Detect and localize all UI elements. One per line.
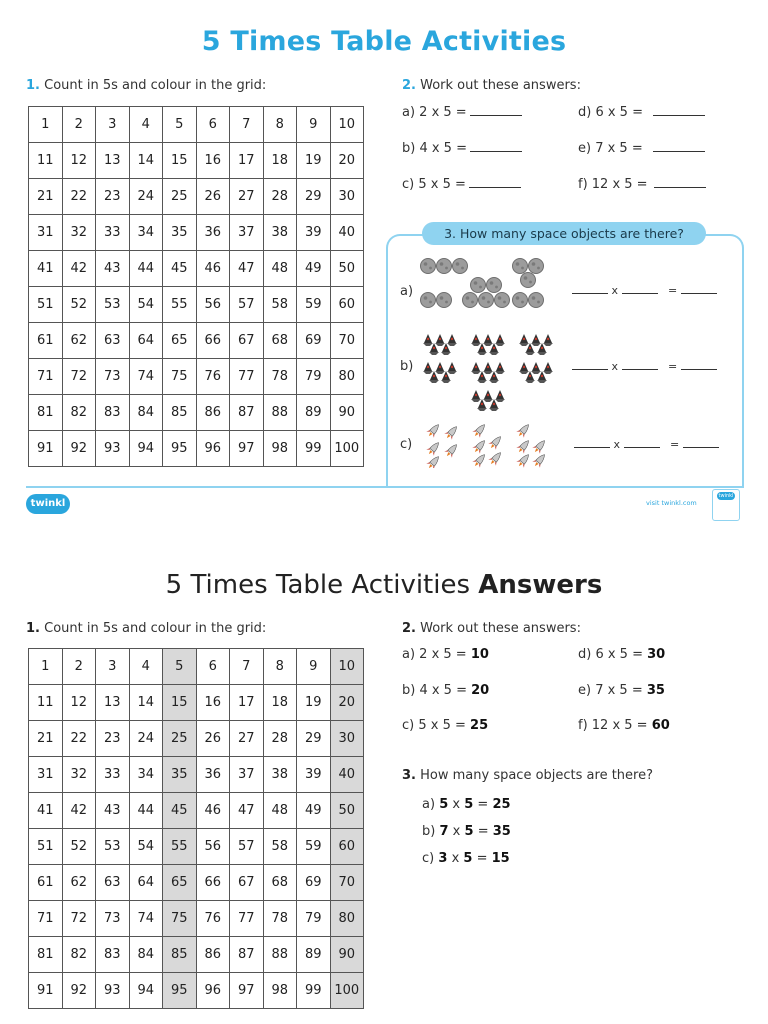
rocket-icon [425,421,460,468]
grid-cell[interactable]: 43 [96,251,130,287]
grid-cell[interactable]: 41 [29,251,63,287]
rocket-ship-icon [471,362,505,383]
q2-text: Work out these answers: [420,78,581,93]
grid-cell[interactable]: 25 [163,179,197,215]
q2-heading [402,78,581,93]
q1-heading [26,78,266,93]
grid-cell: 90 [330,937,364,973]
grid-cell: 35 [163,757,197,793]
grid-cell[interactable]: 80 [330,359,364,395]
grid-row [29,143,364,179]
grid-row [29,215,364,251]
grid-cell[interactable]: 86 [196,395,230,431]
grid-cell: 44 [129,793,163,829]
rocket-ship-icon [471,334,505,355]
q3-row-c-label: c) [400,437,413,452]
quality-badge-icon: twinkl [712,489,740,521]
q2-number: 2. [402,78,416,93]
grid-cell[interactable]: 36 [196,215,230,251]
grid-cell: 9 [297,649,331,685]
grid-cell: 29 [297,721,331,757]
grid-cell[interactable]: 100 [330,431,364,467]
grid-cell: 61 [29,865,63,901]
grid-cell: 19 [297,685,331,721]
grid-cell: 12 [62,685,96,721]
q2-item-d: d) 6 x 5 = [578,104,705,120]
grid-cell[interactable]: 89 [297,395,331,431]
answer-blank[interactable] [574,438,610,448]
grid-cell: 57 [230,829,264,865]
grid-cell: 37 [230,757,264,793]
answer-f: f) 12 x 5 = 60 [578,718,670,733]
grid-cell: 1 [29,649,63,685]
grid-cell: 95 [163,973,197,1009]
grid-cell: 86 [196,937,230,973]
grid-cell: 65 [163,865,197,901]
answers-title: 5 Times Table Activities Answers [165,570,603,600]
grid-cell: 17 [230,685,264,721]
q3-title: 3. How many space objects are there? [422,222,706,245]
grid-cell: 53 [96,829,130,865]
grid-row [29,179,364,215]
grid-cell: 48 [263,793,297,829]
asteroid-icon [421,259,468,308]
grid-cell[interactable]: 24 [129,179,163,215]
grid-cell[interactable]: 84 [129,395,163,431]
answer-blank[interactable] [572,284,608,294]
grid-cell[interactable]: 62 [62,323,96,359]
grid-row [29,251,364,287]
grid-cell: 64 [129,865,163,901]
grid-cell: 47 [230,793,264,829]
grid-cell[interactable]: 56 [196,287,230,323]
grid-cell[interactable]: 58 [263,287,297,323]
grid-cell[interactable]: 28 [263,179,297,215]
grid-cell: 100 [330,973,364,1009]
footer-divider [26,486,742,488]
grid-cell: 21 [29,721,63,757]
grid-row [29,685,364,721]
answer-blank[interactable] [653,140,705,152]
grid-cell[interactable]: 14 [129,143,163,179]
q1-text: Count in 5s and colour in the grid: [44,78,267,93]
grid-cell[interactable]: 66 [196,323,230,359]
grid-cell: 87 [230,937,264,973]
answer-blank[interactable] [654,176,706,188]
grid-row [29,287,364,323]
grid-cell[interactable]: 39 [297,215,331,251]
answer-blank[interactable] [681,284,717,294]
grid-cell: 70 [330,865,364,901]
grid-cell: 82 [62,937,96,973]
grid-cell[interactable]: 8 [263,107,297,143]
answer-blank[interactable] [681,360,717,370]
grid-cell: 78 [263,901,297,937]
grid-cell: 98 [263,973,297,1009]
asteroid-icon [513,259,544,308]
grid-cell[interactable]: 55 [163,287,197,323]
grid-cell: 84 [129,937,163,973]
q3-row-b-equation: x = [572,360,717,373]
grid-row [29,757,364,793]
answer-blank[interactable] [470,104,522,116]
grid-cell: 22 [62,721,96,757]
answer-blank[interactable] [683,438,719,448]
grid-cell[interactable]: 22 [62,179,96,215]
rocket-icon [515,421,548,468]
grid-cell: 56 [196,829,230,865]
sheet-title: 5 Times Table Activities [201,26,567,57]
grid-cell[interactable]: 60 [330,287,364,323]
grid-cell[interactable]: 75 [163,359,197,395]
grid-cell: 67 [230,865,264,901]
grid-cell: 83 [96,937,130,973]
grid-cell[interactable]: 27 [230,179,264,215]
grid-cell: 58 [263,829,297,865]
grid-cell: 16 [196,685,230,721]
grid-cell[interactable]: 97 [230,431,264,467]
grid-cell[interactable]: 94 [129,431,163,467]
grid-row [29,649,364,685]
grid-cell: 31 [29,757,63,793]
grid-cell[interactable]: 23 [96,179,130,215]
grid-cell[interactable]: 85 [163,395,197,431]
grid-cell: 32 [62,757,96,793]
grid-cell: 42 [62,793,96,829]
grid-cell[interactable]: 15 [163,143,197,179]
grid-cell[interactable]: 16 [196,143,230,179]
grid-cell[interactable]: 31 [29,215,63,251]
grid-row [29,901,364,937]
grid-cell: 60 [330,829,364,865]
grid-cell[interactable]: 5 [163,107,197,143]
grid-cell[interactable]: 11 [29,143,63,179]
grid-cell[interactable]: 72 [62,359,96,395]
grid-cell: 13 [96,685,130,721]
grid-cell: 96 [196,973,230,1009]
grid-cell: 45 [163,793,197,829]
grid-cell: 26 [196,721,230,757]
grid-cell[interactable]: 38 [263,215,297,251]
grid-cell: 15 [163,685,197,721]
grid-cell: 89 [297,937,331,973]
grid-cell[interactable]: 88 [263,395,297,431]
grid-cell: 54 [129,829,163,865]
grid-cell: 68 [263,865,297,901]
asteroid-group-row [418,256,564,312]
grid-cell: 91 [29,973,63,1009]
grid-cell: 88 [263,937,297,973]
grid-cell: 41 [29,793,63,829]
grid-cell: 94 [129,973,163,1009]
grid-cell[interactable]: 90 [330,395,364,431]
grid-row [29,395,364,431]
grid-cell: 93 [96,973,130,1009]
grid-cell[interactable]: 49 [297,251,331,287]
grid-cell: 20 [330,685,364,721]
answer-q3-a: a) 5 x 5 = 25 [422,797,511,812]
answer-d: d) 6 x 5 = 30 [578,647,666,662]
grid-cell: 46 [196,793,230,829]
grid-cell[interactable]: 30 [330,179,364,215]
grid-cell[interactable]: 63 [96,323,130,359]
grid-row [29,359,364,395]
answers-hundred-square-grid [28,648,364,1009]
grid-cell[interactable]: 1 [29,107,63,143]
grid-cell[interactable]: 33 [96,215,130,251]
grid-cell[interactable]: 98 [263,431,297,467]
grid-cell[interactable]: 17 [230,143,264,179]
grid-cell: 99 [297,973,331,1009]
answers-q1-heading: 1. Count in 5s and colour in the grid: [26,621,267,636]
grid-cell[interactable]: 45 [163,251,197,287]
grid-cell[interactable]: 92 [62,431,96,467]
q2-item-a: a) 2 x 5 = [402,104,522,120]
grid-cell: 63 [96,865,130,901]
answer-a: a) 2 x 5 = 10 [402,647,489,662]
grid-cell: 2 [62,649,96,685]
grid-cell: 3 [96,649,130,685]
grid-cell[interactable]: 70 [330,323,364,359]
grid-cell: 59 [297,829,331,865]
grid-cell[interactable]: 67 [230,323,264,359]
grid-cell[interactable]: 7 [230,107,264,143]
grid-cell[interactable]: 10 [330,107,364,143]
answer-c: c) 5 x 5 = 25 [402,718,489,733]
answer-b: b) 4 x 5 = 20 [402,683,490,698]
grid-cell[interactable]: 87 [230,395,264,431]
grid-cell[interactable]: 71 [29,359,63,395]
answer-q3-b: b) 7 x 5 = 35 [422,824,511,839]
grid-cell[interactable]: 4 [129,107,163,143]
grid-cell: 73 [96,901,130,937]
grid-cell: 38 [263,757,297,793]
grid-cell[interactable]: 77 [230,359,264,395]
grid-cell[interactable]: 32 [62,215,96,251]
grid-cell[interactable]: 64 [129,323,163,359]
q3-row-a-equation: x = [572,284,717,297]
rocket-ship-icon [519,362,553,383]
grid-cell[interactable]: 40 [330,215,364,251]
grid-cell[interactable]: 78 [263,359,297,395]
q2-item-f: f) 12 x 5 = [578,176,706,192]
grid-cell[interactable]: 20 [330,143,364,179]
rocket-icon [471,421,504,468]
grid-cell: 81 [29,937,63,973]
q3-row-c-equation: x = [574,438,719,451]
grid-cell[interactable]: 61 [29,323,63,359]
grid-cell: 72 [62,901,96,937]
grid-cell: 18 [263,685,297,721]
grid-cell[interactable]: 65 [163,323,197,359]
grid-cell[interactable]: 79 [297,359,331,395]
grid-cell[interactable]: 29 [297,179,331,215]
grid-cell[interactable]: 26 [196,179,230,215]
q3-row-b-label: b) [400,359,414,374]
grid-cell[interactable]: 13 [96,143,130,179]
grid-cell: 7 [230,649,264,685]
grid-cell: 69 [297,865,331,901]
grid-cell: 85 [163,937,197,973]
grid-cell[interactable]: 21 [29,179,63,215]
grid-cell[interactable]: 37 [230,215,264,251]
grid-cell[interactable]: 81 [29,395,63,431]
grid-cell: 40 [330,757,364,793]
grid-cell[interactable]: 73 [96,359,130,395]
answer-blank[interactable] [653,104,705,116]
grid-cell: 77 [230,901,264,937]
grid-cell[interactable]: 74 [129,359,163,395]
grid-cell[interactable]: 18 [263,143,297,179]
grid-cell[interactable]: 42 [62,251,96,287]
answer-e: e) 7 x 5 = 35 [578,683,665,698]
grid-cell: 5 [163,649,197,685]
grid-cell: 71 [29,901,63,937]
grid-cell: 74 [129,901,163,937]
grid-cell[interactable]: 51 [29,287,63,323]
grid-cell[interactable]: 82 [62,395,96,431]
grid-cell: 28 [263,721,297,757]
grid-cell[interactable]: 47 [230,251,264,287]
grid-cell[interactable]: 34 [129,215,163,251]
grid-cell[interactable]: 76 [196,359,230,395]
grid-row [29,107,364,143]
grid-cell[interactable]: 57 [230,287,264,323]
grid-cell: 76 [196,901,230,937]
grid-cell: 23 [96,721,130,757]
grid-cell[interactable]: 53 [96,287,130,323]
grid-cell: 55 [163,829,197,865]
grid-cell[interactable]: 59 [297,287,331,323]
grid-cell[interactable]: 44 [129,251,163,287]
grid-row [29,793,364,829]
grid-cell[interactable]: 96 [196,431,230,467]
grid-cell: 6 [196,649,230,685]
answers-q3-heading: 3. How many space objects are there? [402,768,653,783]
grid-cell: 66 [196,865,230,901]
answer-blank[interactable] [470,140,522,152]
answer-blank[interactable] [572,360,608,370]
grid-cell: 43 [96,793,130,829]
grid-row [29,829,364,865]
grid-cell[interactable]: 35 [163,215,197,251]
grid-cell[interactable]: 54 [129,287,163,323]
grid-cell: 24 [129,721,163,757]
grid-cell[interactable]: 12 [62,143,96,179]
rocket-ship-icon [519,334,553,355]
spaceship-group-row [420,332,570,412]
grid-cell[interactable]: 48 [263,251,297,287]
grid-cell: 97 [230,973,264,1009]
grid-cell: 62 [62,865,96,901]
grid-cell: 80 [330,901,364,937]
grid-cell: 34 [129,757,163,793]
q3-row-a-label: a) [400,284,414,299]
rocket-group-row [424,420,554,468]
rocket-ship-icon [423,362,457,383]
grid-cell: 49 [297,793,331,829]
grid-row [29,937,364,973]
grid-row [29,973,364,1009]
rocket-ship-icon [471,390,505,411]
grid-cell[interactable]: 9 [297,107,331,143]
rocket-ship-icon [423,334,457,355]
q2-item-b: b) 4 x 5 = [402,140,522,156]
grid-cell[interactable]: 50 [330,251,364,287]
grid-cell[interactable]: 99 [297,431,331,467]
asteroid-icon [463,278,510,308]
grid-cell[interactable]: 6 [196,107,230,143]
grid-cell: 8 [263,649,297,685]
answer-blank[interactable] [469,176,521,188]
q1-number: 1. [26,78,40,93]
twinkl-logo: twinkl [26,494,70,514]
grid-cell[interactable]: 46 [196,251,230,287]
grid-cell: 39 [297,757,331,793]
grid-cell: 25 [163,721,197,757]
grid-row [29,721,364,757]
grid-cell: 27 [230,721,264,757]
grid-cell: 4 [129,649,163,685]
grid-cell[interactable]: 69 [297,323,331,359]
grid-cell[interactable]: 83 [96,395,130,431]
grid-cell: 75 [163,901,197,937]
grid-cell[interactable]: 52 [62,287,96,323]
grid-cell: 50 [330,793,364,829]
grid-cell: 79 [297,901,331,937]
grid-cell[interactable]: 19 [297,143,331,179]
grid-cell[interactable]: 2 [62,107,96,143]
answer-blank[interactable] [622,360,658,370]
grid-cell[interactable]: 68 [263,323,297,359]
grid-cell[interactable]: 91 [29,431,63,467]
grid-cell[interactable]: 95 [163,431,197,467]
grid-cell: 10 [330,649,364,685]
grid-cell: 52 [62,829,96,865]
answer-q3-c: c) 3 x 5 = 15 [422,851,510,866]
q2-item-e: e) 7 x 5 = [578,140,705,156]
hundred-square-grid[interactable] [28,106,364,467]
grid-cell: 92 [62,973,96,1009]
grid-cell[interactable]: 3 [96,107,130,143]
grid-cell: 11 [29,685,63,721]
grid-cell: 30 [330,721,364,757]
grid-cell[interactable]: 93 [96,431,130,467]
visit-link[interactable]: visit twinkl.com [646,499,697,507]
answer-blank[interactable] [622,284,658,294]
answer-blank[interactable] [624,438,660,448]
grid-cell: 36 [196,757,230,793]
grid-cell: 51 [29,829,63,865]
grid-row [29,323,364,359]
grid-row [29,865,364,901]
grid-row [29,431,364,467]
answers-q2-heading: 2. Work out these answers: [402,621,581,636]
grid-cell: 33 [96,757,130,793]
grid-cell: 14 [129,685,163,721]
q2-item-c: c) 5 x 5 = [402,176,521,192]
